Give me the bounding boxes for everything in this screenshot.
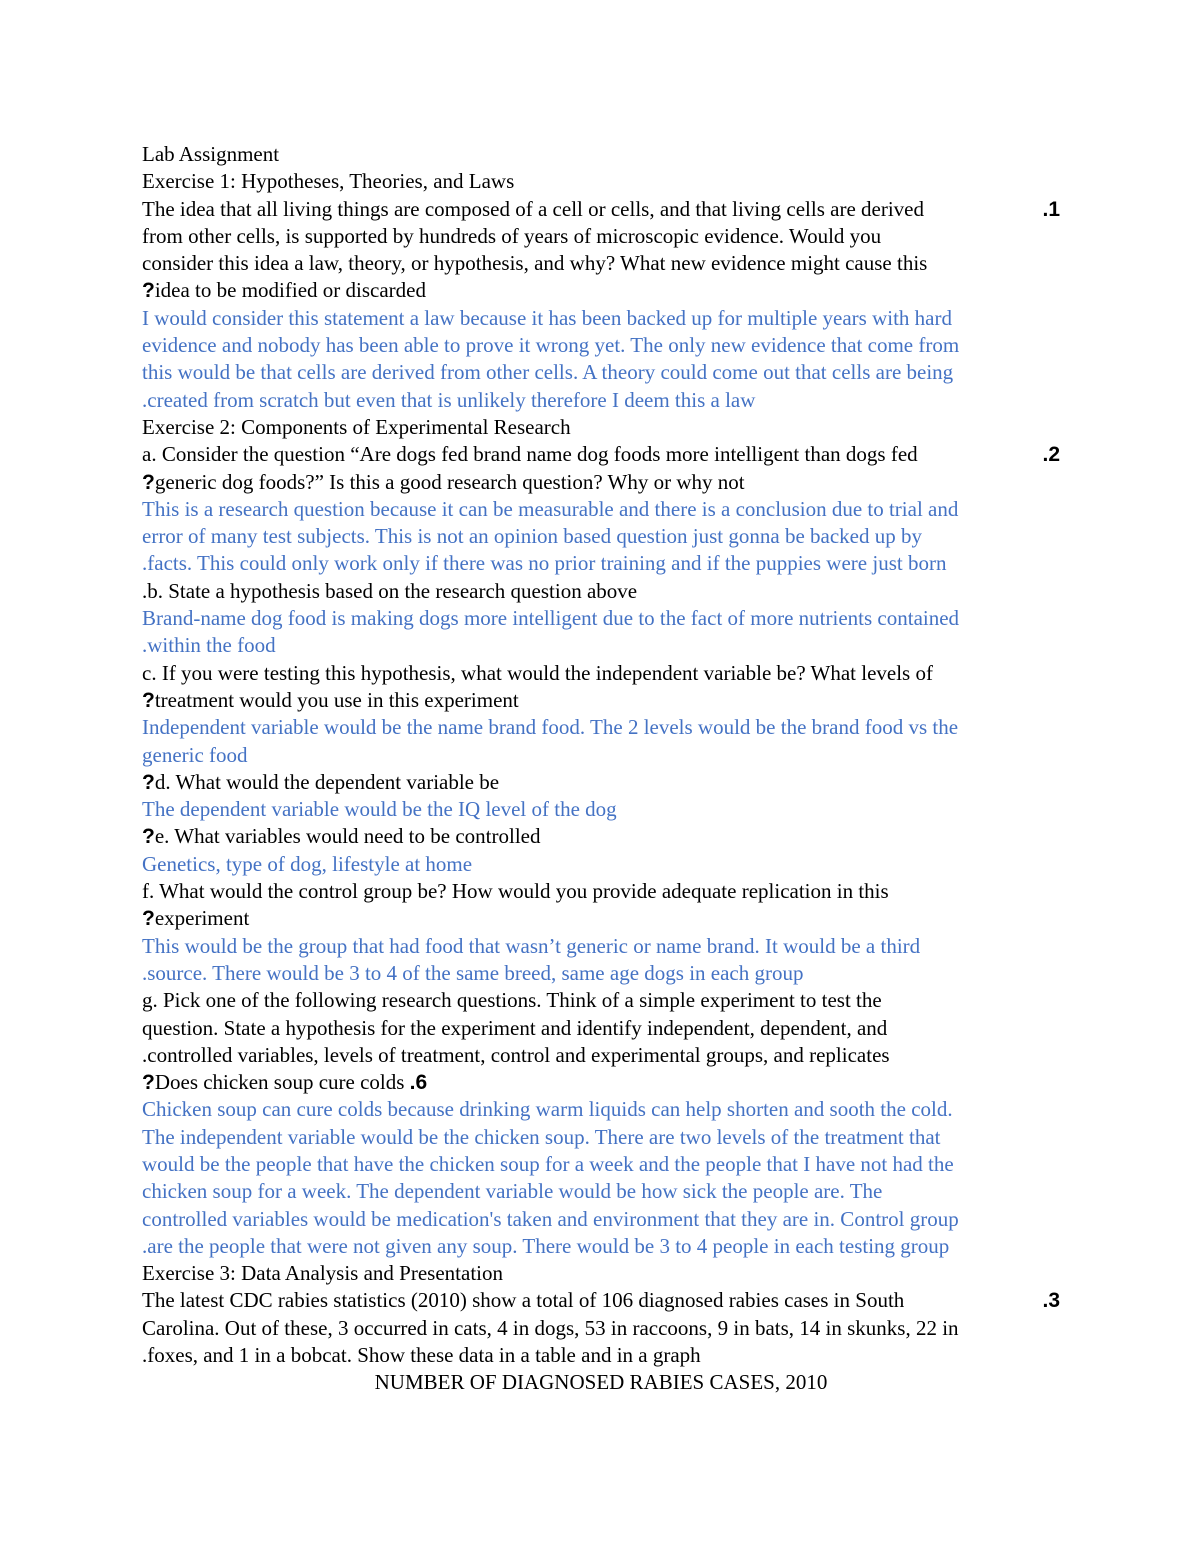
question-line bbox=[142, 223, 1060, 250]
line-text: Lab Assignment bbox=[142, 142, 280, 166]
question-line bbox=[142, 987, 1060, 1014]
answer-line bbox=[142, 1096, 1060, 1123]
document-title bbox=[142, 141, 1060, 168]
line-text: experiment bbox=[154, 906, 250, 931]
line-text: .b. State a hypothesis based on the research question above bbox=[142, 578, 638, 603]
line-text: f. What would the control group be? How would you provide adequate replication in this bbox=[142, 879, 889, 904]
answer-line bbox=[142, 496, 1060, 523]
line-text: Chicken soup can cure colds because drinking warm liquids can help shorten and sooth the cold. bbox=[142, 1097, 953, 1122]
question-line bbox=[142, 196, 1060, 223]
line-text: Genetics, type of dog, lifestyle at home bbox=[142, 851, 473, 876]
line-text: .source. There would be 3 to 4 of the same breed, same age dogs in each group bbox=[142, 960, 804, 985]
line-text: The latest CDC rabies statistics (2010) show a total of 106 diagnosed rabies cases in South bbox=[142, 1288, 905, 1313]
answer-line bbox=[142, 332, 1060, 359]
question-line bbox=[142, 168, 1060, 195]
line-text: .facts. This could only work only if there was no prior training and if the puppies were just born bbox=[142, 551, 947, 576]
answer-line bbox=[142, 714, 1060, 741]
answer-line bbox=[142, 742, 1060, 769]
answer-line bbox=[142, 1151, 1060, 1178]
line-text: chicken soup for a week. The dependent variable would be how sick the people are. The bbox=[142, 1179, 883, 1204]
answer-line bbox=[142, 851, 1060, 878]
question-line bbox=[142, 469, 1060, 496]
question-number: .1 bbox=[1042, 197, 1060, 221]
question-mark: ? bbox=[142, 1071, 155, 1095]
answer-line bbox=[142, 796, 1060, 823]
question-line bbox=[142, 250, 1060, 277]
line-text: d. What would the dependent variable be bbox=[154, 769, 500, 794]
question-line bbox=[142, 905, 1060, 932]
question-mark: ? bbox=[142, 825, 155, 849]
question-line bbox=[142, 578, 1060, 605]
question-mark: ? bbox=[142, 770, 155, 794]
line-text: controlled variables would be medication's taken and environment that they are in. Control group bbox=[142, 1206, 959, 1231]
answer-line bbox=[142, 523, 1060, 550]
line-text: This would be the group that had food that wasn’t generic or name brand. It would be a third bbox=[142, 933, 921, 958]
answer-line bbox=[142, 632, 1060, 659]
line-text: question. State a hypothesis for the experiment and identify independent, dependent, and bbox=[142, 1015, 888, 1040]
line-text: treatment would you use in this experiment bbox=[154, 687, 519, 712]
question-line bbox=[142, 277, 1060, 304]
line-text: evidence and nobody has been able to prove it wrong yet. The only new evidence that come from bbox=[142, 333, 960, 358]
line-text: .within the food bbox=[142, 633, 276, 658]
question-line bbox=[142, 1015, 1060, 1042]
line-text: from other cells, is supported by hundreds of years of microscopic evidence. Would you bbox=[142, 223, 882, 248]
line-text: Exercise 2: Components of Experimental Research bbox=[142, 414, 571, 439]
answer-line bbox=[142, 550, 1060, 577]
line-text: Independent variable would be the name brand food. The 2 levels would be the brand food vs the bbox=[142, 715, 959, 740]
question-line bbox=[142, 769, 1060, 796]
line-text: generic dog foods?” Is this a good research question? Why or why not bbox=[154, 469, 745, 494]
line-text: Exercise 1: Hypotheses, Theories, and Laws bbox=[142, 169, 515, 194]
question-line bbox=[142, 1342, 1060, 1369]
question-line bbox=[142, 1042, 1060, 1069]
line-text: The dependent variable would be the IQ level of the dog bbox=[142, 797, 617, 822]
question-mark: ? bbox=[142, 688, 155, 712]
line-text: The idea that all living things are composed of a cell or cells, and that living cells are derived bbox=[142, 196, 924, 221]
line-text: error of many test subjects. This is not an opinion based question just gonna be backed up by bbox=[142, 524, 922, 549]
line-text: consider this idea a law, theory, or hypothesis, and why? What new evidence might cause this bbox=[142, 251, 928, 276]
answer-line bbox=[142, 1124, 1060, 1151]
line-text: a. Consider the question “Are dogs fed brand name dog foods more intelligent than dogs fed bbox=[142, 442, 918, 467]
line-text: .created from scratch but even that is unlikely therefore I deem this a law bbox=[142, 387, 756, 412]
line-text: idea to be modified or discarded bbox=[154, 278, 426, 303]
line-text: Exercise 3: Data Analysis and Presentation bbox=[142, 1261, 503, 1286]
line-text: generic food bbox=[142, 742, 248, 767]
answer-line bbox=[142, 305, 1060, 332]
answer-line bbox=[142, 359, 1060, 386]
question-number: .2 bbox=[1042, 443, 1060, 467]
line-text: The independent variable would be the chicken soup. There are two levels of the treatment that bbox=[142, 1124, 941, 1149]
question-line bbox=[142, 414, 1060, 441]
answer-line bbox=[142, 1178, 1060, 1205]
question-mark: ? bbox=[142, 470, 155, 494]
line-text: would be the people that have the chicken soup for a week and the people that I have not had the bbox=[142, 1151, 954, 1176]
answer-line bbox=[142, 933, 1060, 960]
answer-line bbox=[142, 1233, 1060, 1260]
question-line bbox=[142, 660, 1060, 687]
question-mark: ? bbox=[142, 907, 155, 931]
line-text: g. Pick one of the following research questions. Think of a simple experiment to test the bbox=[142, 988, 882, 1013]
document-body bbox=[142, 141, 1060, 1397]
question-line bbox=[142, 441, 1060, 468]
question-line bbox=[142, 1315, 1060, 1342]
question-line bbox=[142, 823, 1060, 850]
line-text: .controlled variables, levels of treatment, control and experimental groups, and replicates bbox=[142, 1042, 890, 1067]
line-text: c. If you were testing this hypothesis, what would the independent variable be? What levels of bbox=[142, 660, 933, 685]
line-text: e. What variables would need to be controlled bbox=[154, 824, 541, 849]
question-line bbox=[142, 1287, 1060, 1314]
answer-line bbox=[142, 605, 1060, 632]
line-text: NUMBER OF DIAGNOSED RABIES CASES, 2010 bbox=[374, 1370, 828, 1395]
line-text: This is a research question because it can be measurable and there is a conclusion due to trial and bbox=[142, 496, 959, 521]
line-text: .foxes, and 1 in a bobcat. Show these data in a table and in a graph bbox=[142, 1343, 701, 1368]
answer-line bbox=[142, 960, 1060, 987]
table-title bbox=[142, 1369, 1060, 1396]
question-number: .6 bbox=[409, 1071, 428, 1095]
answer-line bbox=[142, 387, 1060, 414]
question-line bbox=[142, 878, 1060, 905]
question-number: .3 bbox=[1042, 1289, 1060, 1313]
line-text: Does chicken soup cure colds bbox=[154, 1070, 405, 1095]
line-text: Carolina. Out of these, 3 occurred in cats, 4 in dogs, 53 in raccoons, 9 in bats, 14 in skunks, 22 in bbox=[142, 1315, 959, 1340]
answer-line bbox=[142, 1206, 1060, 1233]
question-line bbox=[142, 1260, 1060, 1287]
question-line bbox=[142, 687, 1060, 714]
question-mark: ? bbox=[142, 279, 155, 303]
question-line bbox=[142, 1069, 1060, 1096]
line-text: Brand-name dog food is making dogs more intelligent due to the fact of more nutrients contained bbox=[142, 606, 960, 631]
line-text: I would consider this statement a law because it has been backed up for multiple years with hard bbox=[142, 305, 952, 330]
line-text: .are the people that were not given any soup. There would be 3 to 4 people in each testing group bbox=[142, 1233, 950, 1258]
line-text: this would be that cells are derived from other cells. A theory could come out that cells are being bbox=[142, 360, 954, 385]
